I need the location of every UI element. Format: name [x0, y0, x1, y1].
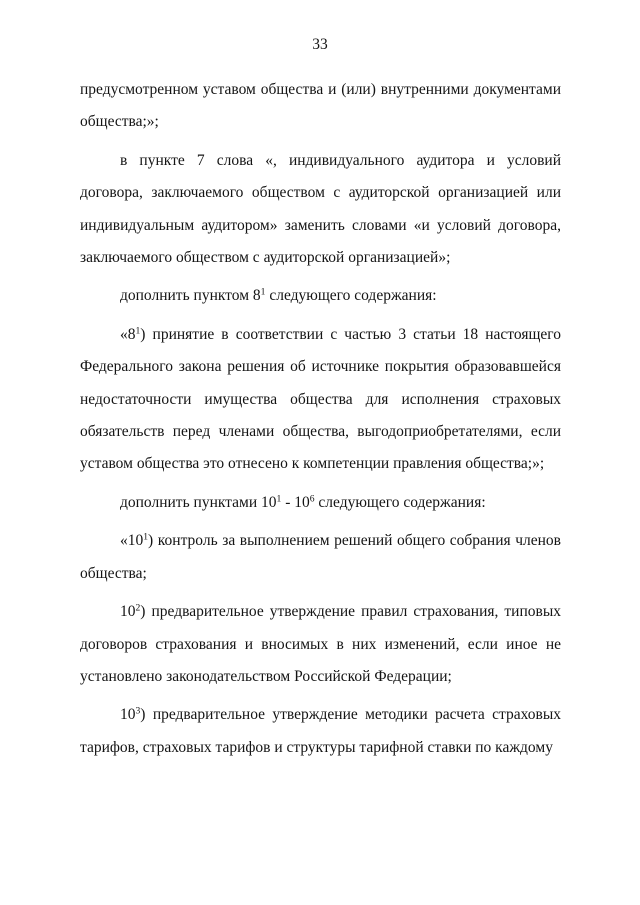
superscript: 1: [260, 287, 266, 299]
paragraph-add-item-8-1: [80, 280, 561, 312]
superscript: 1: [143, 532, 149, 543]
paragraph-text: «10: [120, 532, 144, 550]
paragraph-text: дополнить пунктом 8: [120, 287, 261, 305]
paragraph-item-10-2: [80, 596, 561, 693]
paragraph-add-items-10-1-10-6: [80, 487, 561, 519]
paragraph-text: ) предварительное утверждение методики расчета страховых тарифов, страховых тарифов и структуры тарифной ставки по каждому: [80, 706, 561, 756]
paragraph-item-10-3: [80, 699, 561, 764]
page-number: 33: [312, 36, 328, 53]
paragraph-text: ) предварительное утверждение правил страхования, типовых договоров страхования и вносимых в них изменений, если иное не установлено законодательством Российской Федерации;: [80, 603, 561, 685]
paragraph-text: дополнить пунктами 10: [120, 493, 277, 511]
superscript: 6: [309, 493, 315, 505]
paragraph-item-7-amendment: в пункте 7 слова «, индивидуального аудитора и условий договора, заключаемого обществом с аудиторской организацией или индивидуальным аудитором» заменить словами «и условий договора, заключаемого обществом с аудиторской организацией»;: [80, 151, 561, 267]
paragraph-text: - 10: [281, 493, 310, 511]
paragraph-text: ) принятие в соответствии с частью 3 статьи 18 настоящего Федерального закона решения об источнике покрытия образовавшейся недостаточности имущества общества для исполнения страховых обязательств перед членами общества, выгодоприобретателями, если уставом общества это отнесено к компетенции правления общества;»;: [80, 325, 561, 473]
document-body: [80, 74, 561, 764]
superscript: 3: [135, 706, 141, 718]
paragraph-text: следующего содержания:: [314, 493, 486, 511]
paragraph-item-8-1: [80, 319, 561, 481]
superscript: 1: [135, 325, 141, 337]
paragraph-item-10-1: [80, 525, 561, 590]
paragraph-text: следующего содержания:: [265, 287, 437, 305]
paragraph-text: 10: [120, 603, 136, 621]
paragraph-continuation: предусмотренном уставом общества и (или) внутренними документами общества;»;: [80, 81, 561, 131]
superscript: 1: [276, 493, 282, 505]
paragraph-text: 10: [120, 706, 136, 724]
paragraph-text: «8: [120, 325, 136, 343]
superscript: 2: [135, 602, 141, 614]
paragraph-text: ) контроль за выполнением решений общего собрания членов общества;: [80, 532, 561, 582]
